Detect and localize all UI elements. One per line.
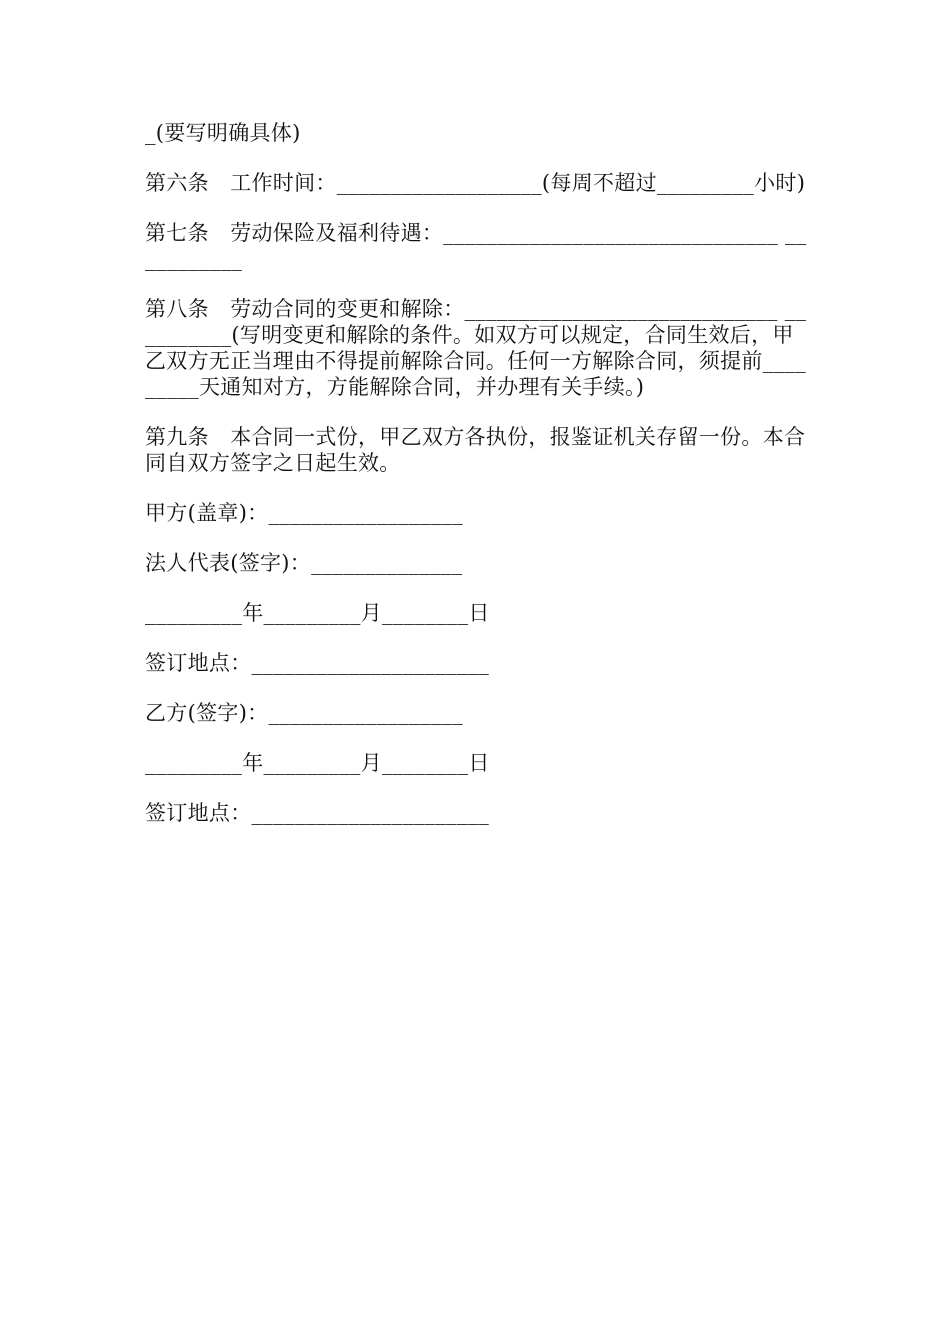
clause-6-working-hours: 第六条 工作时间：___________________(每周不超过_________小时): [145, 171, 806, 195]
party-a-signing-place-line: 签订地点：______________________: [145, 651, 490, 675]
clause-9-copies-effective: 第九条 本合同一式份，甲乙双方各执份，报鉴证机关存留一份。本合同自双方签字之日起生效。: [145, 425, 806, 475]
party-b-signing-place-line: 签订地点：______________________: [145, 801, 490, 825]
clause-8-change-termination: 第八条 劳动合同的变更和解除：_____________________________ __________(写明变更和解除的条件。如双方可以规定，合同生效后，甲乙双方无正当理由不得提前解除合同。任何一方解除合同，须提前_________天通知对方，方能解除合同，并办理有关手续。): [145, 297, 807, 399]
document-body: [145, 120, 810, 850]
party-b-date-line: _________年_________月________日: [145, 751, 490, 775]
clause-5-note: _(要写明确具体): [145, 121, 301, 145]
party-a-seal-line: 甲方(盖章)：__________________: [145, 501, 463, 525]
party-a-date-line: _________年_________月________日: [145, 601, 490, 625]
legal-representative-signature-line: 法人代表(签字)：______________: [145, 551, 463, 575]
clause-7-insurance-benefits: 第七条 劳动保险及福利待遇：_______________________________ ___________: [145, 221, 807, 271]
party-b-signature-line: 乙方(签字)：__________________: [145, 701, 463, 725]
